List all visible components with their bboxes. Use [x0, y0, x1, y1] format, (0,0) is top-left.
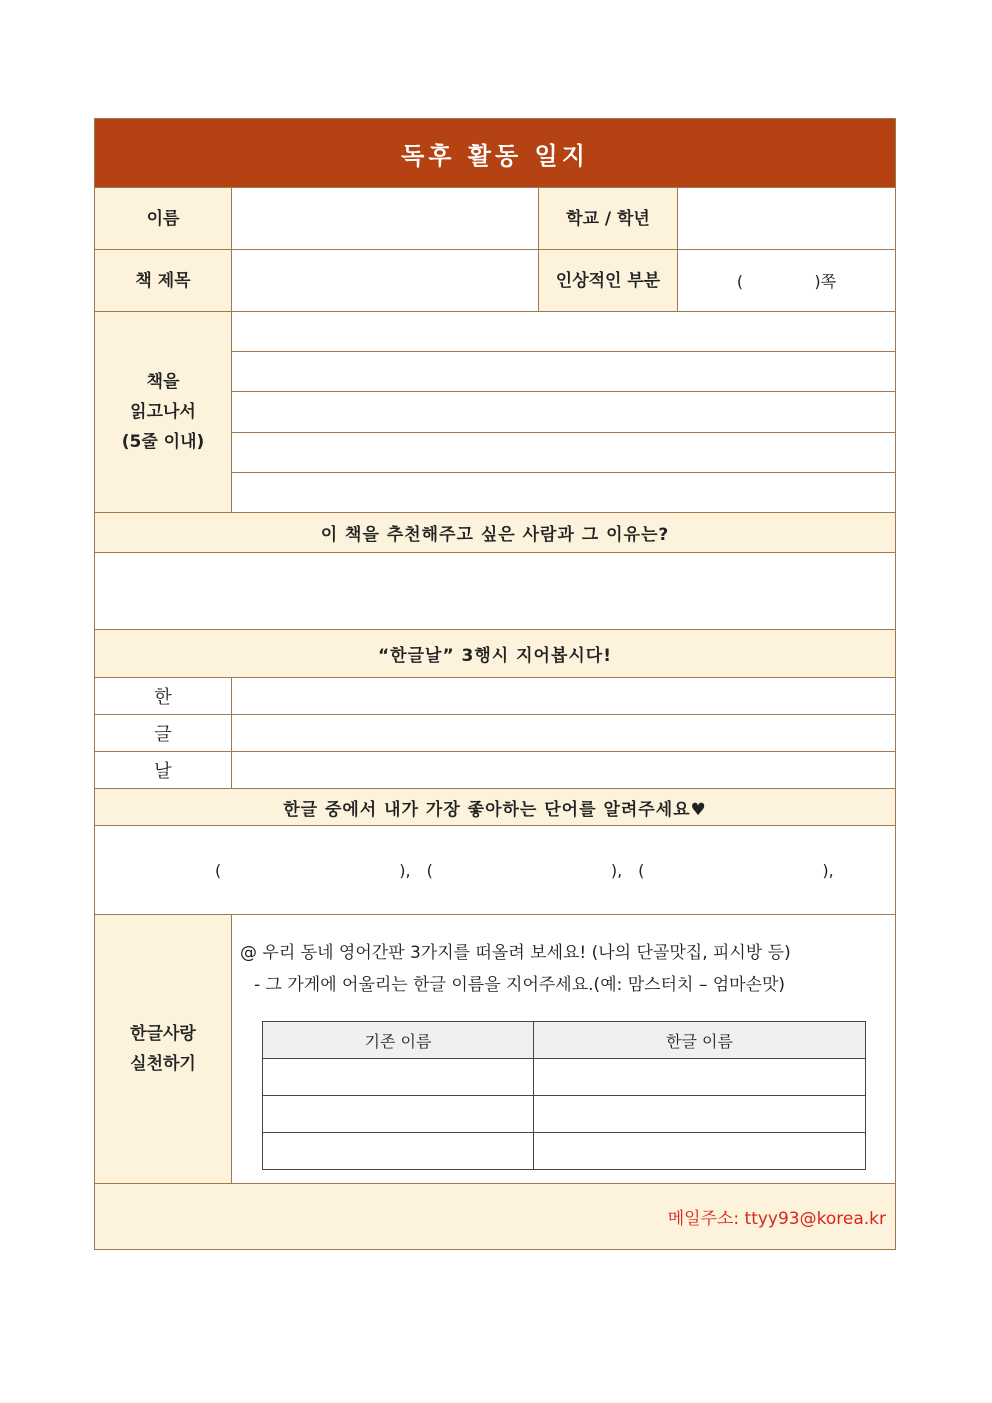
recommend-heading: 이 책을 추천해주고 싶은 사람과 그 이유는? — [95, 513, 895, 552]
name-field[interactable] — [232, 188, 539, 249]
form-title: 독후 활동 일지 — [94, 118, 896, 188]
korean-name-cell-3[interactable] — [534, 1133, 866, 1170]
favorite-word-slot-1[interactable]: ( ), — [215, 860, 411, 880]
footer-row — [94, 1184, 896, 1250]
poem-line-3[interactable] — [232, 752, 895, 788]
book-title-label: 책 제목 — [95, 250, 232, 311]
practice-content — [232, 915, 895, 1183]
table-row — [263, 1096, 866, 1133]
practice-label-line-1: 한글사랑 — [130, 1024, 196, 1044]
impressive-part-label: 인상적인 부분 — [539, 250, 678, 311]
reading-line-2[interactable] — [232, 352, 895, 392]
name-label: 이름 — [95, 188, 232, 249]
page-number-field[interactable]: ( )쪽 — [678, 250, 895, 311]
reading-line-1[interactable] — [232, 312, 895, 352]
favorite-word-slot-2[interactable]: ( ), — [426, 860, 623, 880]
reading-label-line-3: (5줄 이내) — [121, 432, 205, 452]
reading-line-3[interactable] — [232, 392, 895, 432]
info-row-2 — [94, 250, 896, 312]
practice-label — [95, 915, 232, 1183]
korean-name-cell-2[interactable] — [534, 1096, 866, 1133]
table-row — [263, 1133, 866, 1170]
instruction-line-2: - 그 가게에 어울리는 한글 이름을 지어주세요.(예: 맘스터치 – 엄마손맛) — [254, 975, 786, 995]
poem-char-2: 글 — [95, 715, 232, 751]
sign-name-table — [262, 1021, 866, 1170]
favorite-words-row — [94, 826, 896, 915]
favorite-heading-row — [94, 789, 896, 826]
recommend-answer-area[interactable] — [94, 553, 896, 630]
poem-heading: “한글날” 3행시 지어봅시다! — [95, 630, 895, 677]
col-korean-name: 한글 이름 — [534, 1022, 866, 1059]
poem-line-1[interactable] — [232, 678, 895, 714]
instruction-line-1: @ 우리 동네 영어간판 3가지를 떠올려 보세요! (나의 단골맛집, 피시방 등) — [240, 943, 791, 963]
school-grade-label: 학교 / 학년 — [539, 188, 678, 249]
poem-char-3: 날 — [95, 752, 232, 788]
poem-row-2 — [94, 715, 896, 752]
school-grade-field[interactable] — [678, 188, 895, 249]
favorite-heading: 한글 중에서 내가 가장 좋아하는 단어를 알려주세요♥ — [95, 789, 895, 825]
book-title-field[interactable] — [232, 250, 539, 311]
activity-log-form — [94, 118, 896, 1250]
favorite-word-slot-3[interactable]: ( ), — [638, 860, 834, 880]
poem-row-3 — [94, 752, 896, 789]
practice-instructions — [240, 915, 895, 1001]
reading-label — [95, 312, 232, 512]
existing-name-cell-3[interactable] — [263, 1133, 534, 1170]
poem-row-1 — [94, 678, 896, 715]
existing-name-cell-1[interactable] — [263, 1059, 534, 1096]
reading-section — [94, 312, 896, 513]
poem-heading-row — [94, 630, 896, 678]
reading-lines — [232, 312, 895, 512]
col-existing-name: 기존 이름 — [263, 1022, 534, 1059]
reading-label-line-1: 책을 — [146, 372, 180, 392]
email-contact: 메일주소: ttyy93@korea.kr — [667, 1209, 886, 1229]
info-row-1 — [94, 188, 896, 250]
existing-name-cell-2[interactable] — [263, 1096, 534, 1133]
recommend-heading-row — [94, 513, 896, 553]
table-row — [263, 1059, 866, 1096]
practice-section — [94, 915, 896, 1184]
practice-label-line-2: 실천하기 — [130, 1054, 196, 1074]
poem-char-1: 한 — [95, 678, 232, 714]
korean-name-cell-1[interactable] — [534, 1059, 866, 1096]
sign-table-header — [263, 1022, 866, 1059]
reading-line-4[interactable] — [232, 433, 895, 473]
poem-line-2[interactable] — [232, 715, 895, 751]
reading-label-line-2: 읽고나서 — [130, 402, 196, 422]
reading-line-5[interactable] — [232, 473, 895, 512]
